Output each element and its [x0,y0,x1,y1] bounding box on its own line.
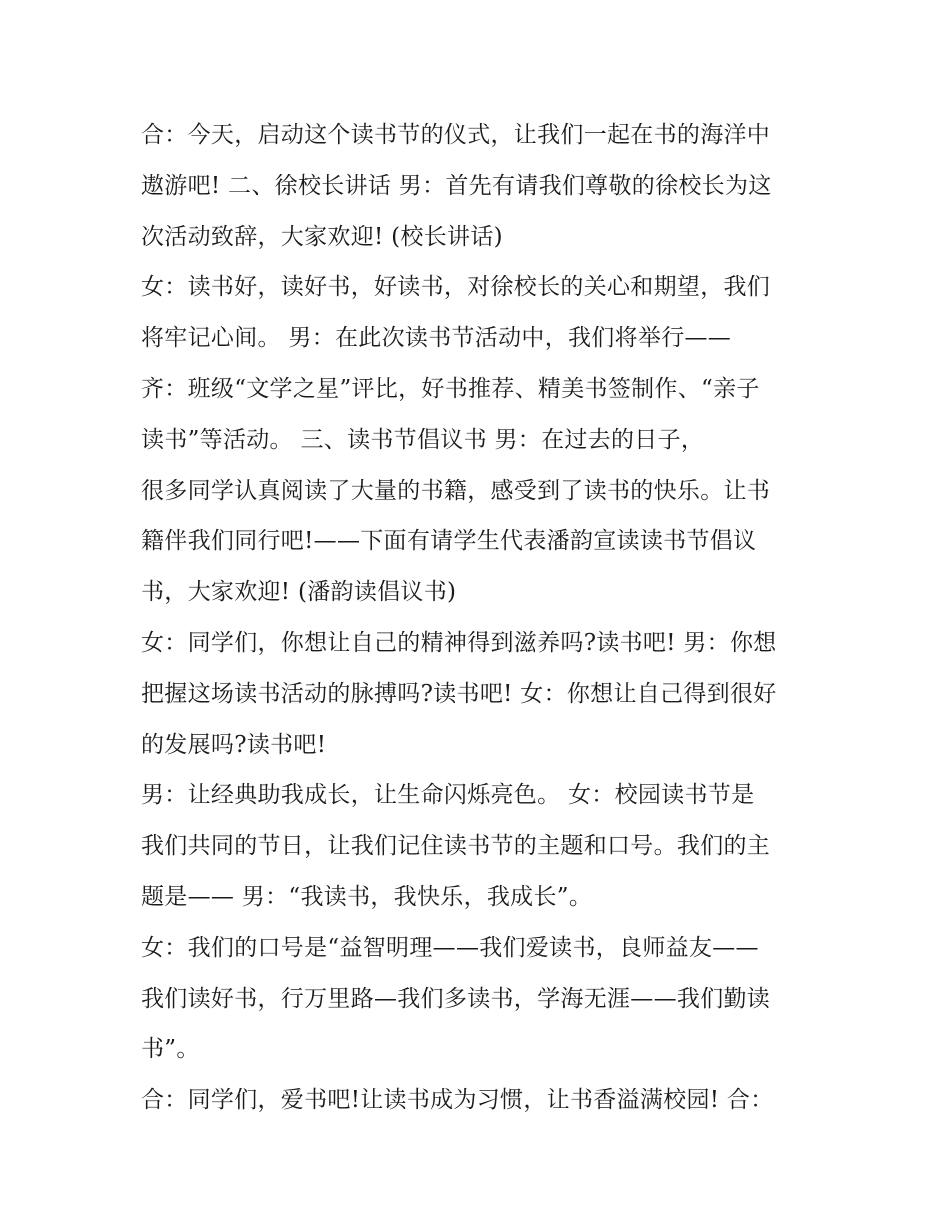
text-line: 的发展吗?读书吧! [141,731,327,758]
text-line: 女：读书好，读好书，好读书，对徐校长的关心和期望，我们 [141,274,771,301]
text-line: 合：同学们，爱书吧!让读书成为习惯，让书香溢满校园! 合： [141,1087,774,1114]
text-line: 男：让经典助我成长，让生命闪烁亮色。 女：校园读书节是 [141,782,755,809]
text-line: 女：我们的口号是“益智明理——我们爱读书，良师益友—— [141,934,759,961]
text-line: 次活动致辞，大家欢迎! (校长讲话) [141,223,503,250]
text-line: 遨游吧! 二、徐校长讲话 男：首先有请我们尊敬的徐校长为这 [141,172,772,199]
text-line: 读书”等活动。 三、读书节倡议书 男：在过去的日子， [141,426,705,453]
text-line: 题是—— 男：“我读书，我快乐，我成长”。 [141,883,593,910]
text-line: 齐：班级“文学之星”评比，好书推荐、精美书签制作、“亲子 [141,375,760,402]
text-line: 书，大家欢迎! (潘韵读倡议书) [141,579,457,606]
text-line: 女：同学们，你想让自己的精神得到滋养吗?读书吧! 男：你想 [141,629,777,656]
text-line: 很多同学认真阅读了大量的书籍，感受到了读书的快乐。让书 [141,477,771,504]
text-line: 合：今天，启动这个读书节的仪式，让我们一起在书的海洋中 [141,122,771,148]
text-line: 把握这场读书活动的脉搏吗?读书吧! 女：你想让自己得到很好 [141,680,777,707]
text-line: 将牢记心间。 男：在此次读书节活动中，我们将举行—— [141,325,732,352]
text-line: 我们读好书，行万里路—我们多读书，学海无涯——我们勤读 [141,985,771,1012]
text-line: 书”。 [141,1036,200,1063]
text-line: 我们共同的节日，让我们记住读书节的主题和口号。我们的主 [141,833,771,860]
document-body [141,110,821,1126]
text-line: 籍伴我们同行吧!——下面有请学生代表潘韵宣读读书节倡议 [141,528,757,555]
